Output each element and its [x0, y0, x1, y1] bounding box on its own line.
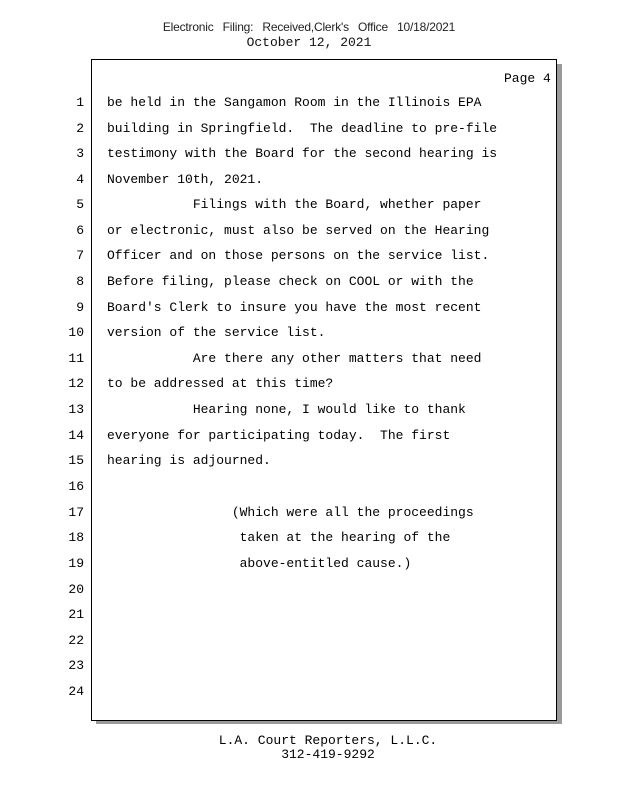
line-number: 2	[76, 121, 84, 136]
line-number: 15	[68, 453, 84, 468]
line-number: 20	[68, 582, 84, 597]
line-text: taken at the hearing of the	[107, 530, 451, 545]
line-number: 3	[76, 146, 84, 161]
line-text: be held in the Sangamon Room in the Illinois EPA	[107, 95, 482, 110]
line-number: 6	[76, 223, 84, 238]
line-text: November 10th, 2021.	[107, 172, 264, 187]
line-number: 14	[68, 428, 84, 443]
filing-stamp: Electronic Filing: Received,Clerk's Office 10/18/2021	[162, 20, 456, 34]
line-text: (Which were all the proceedings	[107, 505, 474, 520]
footer-phone: 312-419-9292	[281, 747, 375, 762]
line-number: 19	[68, 556, 84, 571]
line-text: Filings with the Board, whether paper	[107, 197, 482, 212]
line-text: everyone for participating today. The first	[107, 428, 451, 443]
line-number: 10	[68, 325, 84, 340]
line-text: building in Springfield. The deadline to pre-file	[107, 121, 498, 136]
line-number: 8	[76, 274, 84, 289]
line-number: 16	[68, 479, 84, 494]
line-number: 17	[68, 505, 84, 520]
line-text: version of the service list.	[107, 325, 326, 340]
line-number: 24	[68, 684, 84, 699]
line-text: Hearing none, I would like to thank	[107, 402, 466, 417]
line-text: Officer and on those persons on the service list.	[107, 248, 490, 263]
line-number: 21	[68, 607, 84, 622]
line-text: above-entitled cause.)	[107, 556, 412, 571]
line-number: 5	[76, 197, 84, 212]
line-text: Before filing, please check on COOL or with the	[107, 274, 474, 289]
line-number: 13	[68, 402, 84, 417]
line-number: 9	[76, 300, 84, 315]
page-number: Page 4	[504, 71, 551, 86]
line-number: 22	[68, 633, 84, 648]
footer-company: L.A. Court Reporters, L.L.C.	[218, 733, 438, 748]
line-text: Board's Clerk to insure you have the most recent	[107, 300, 482, 315]
line-text: or electronic, must also be served on the Hearing	[107, 223, 490, 238]
transcript-date: October 12, 2021	[246, 35, 372, 50]
line-number: 23	[68, 658, 84, 673]
line-number: 18	[68, 530, 84, 545]
line-number: 1	[76, 95, 84, 110]
line-number: 7	[76, 248, 84, 263]
line-number: 4	[76, 172, 84, 187]
line-number: 11	[68, 351, 84, 366]
line-text: hearing is adjourned.	[107, 453, 271, 468]
line-number: 12	[68, 376, 84, 391]
line-text: Are there any other matters that need	[107, 351, 482, 366]
line-text: testimony with the Board for the second hearing is	[107, 146, 498, 161]
line-text: to be addressed at this time?	[107, 376, 334, 391]
